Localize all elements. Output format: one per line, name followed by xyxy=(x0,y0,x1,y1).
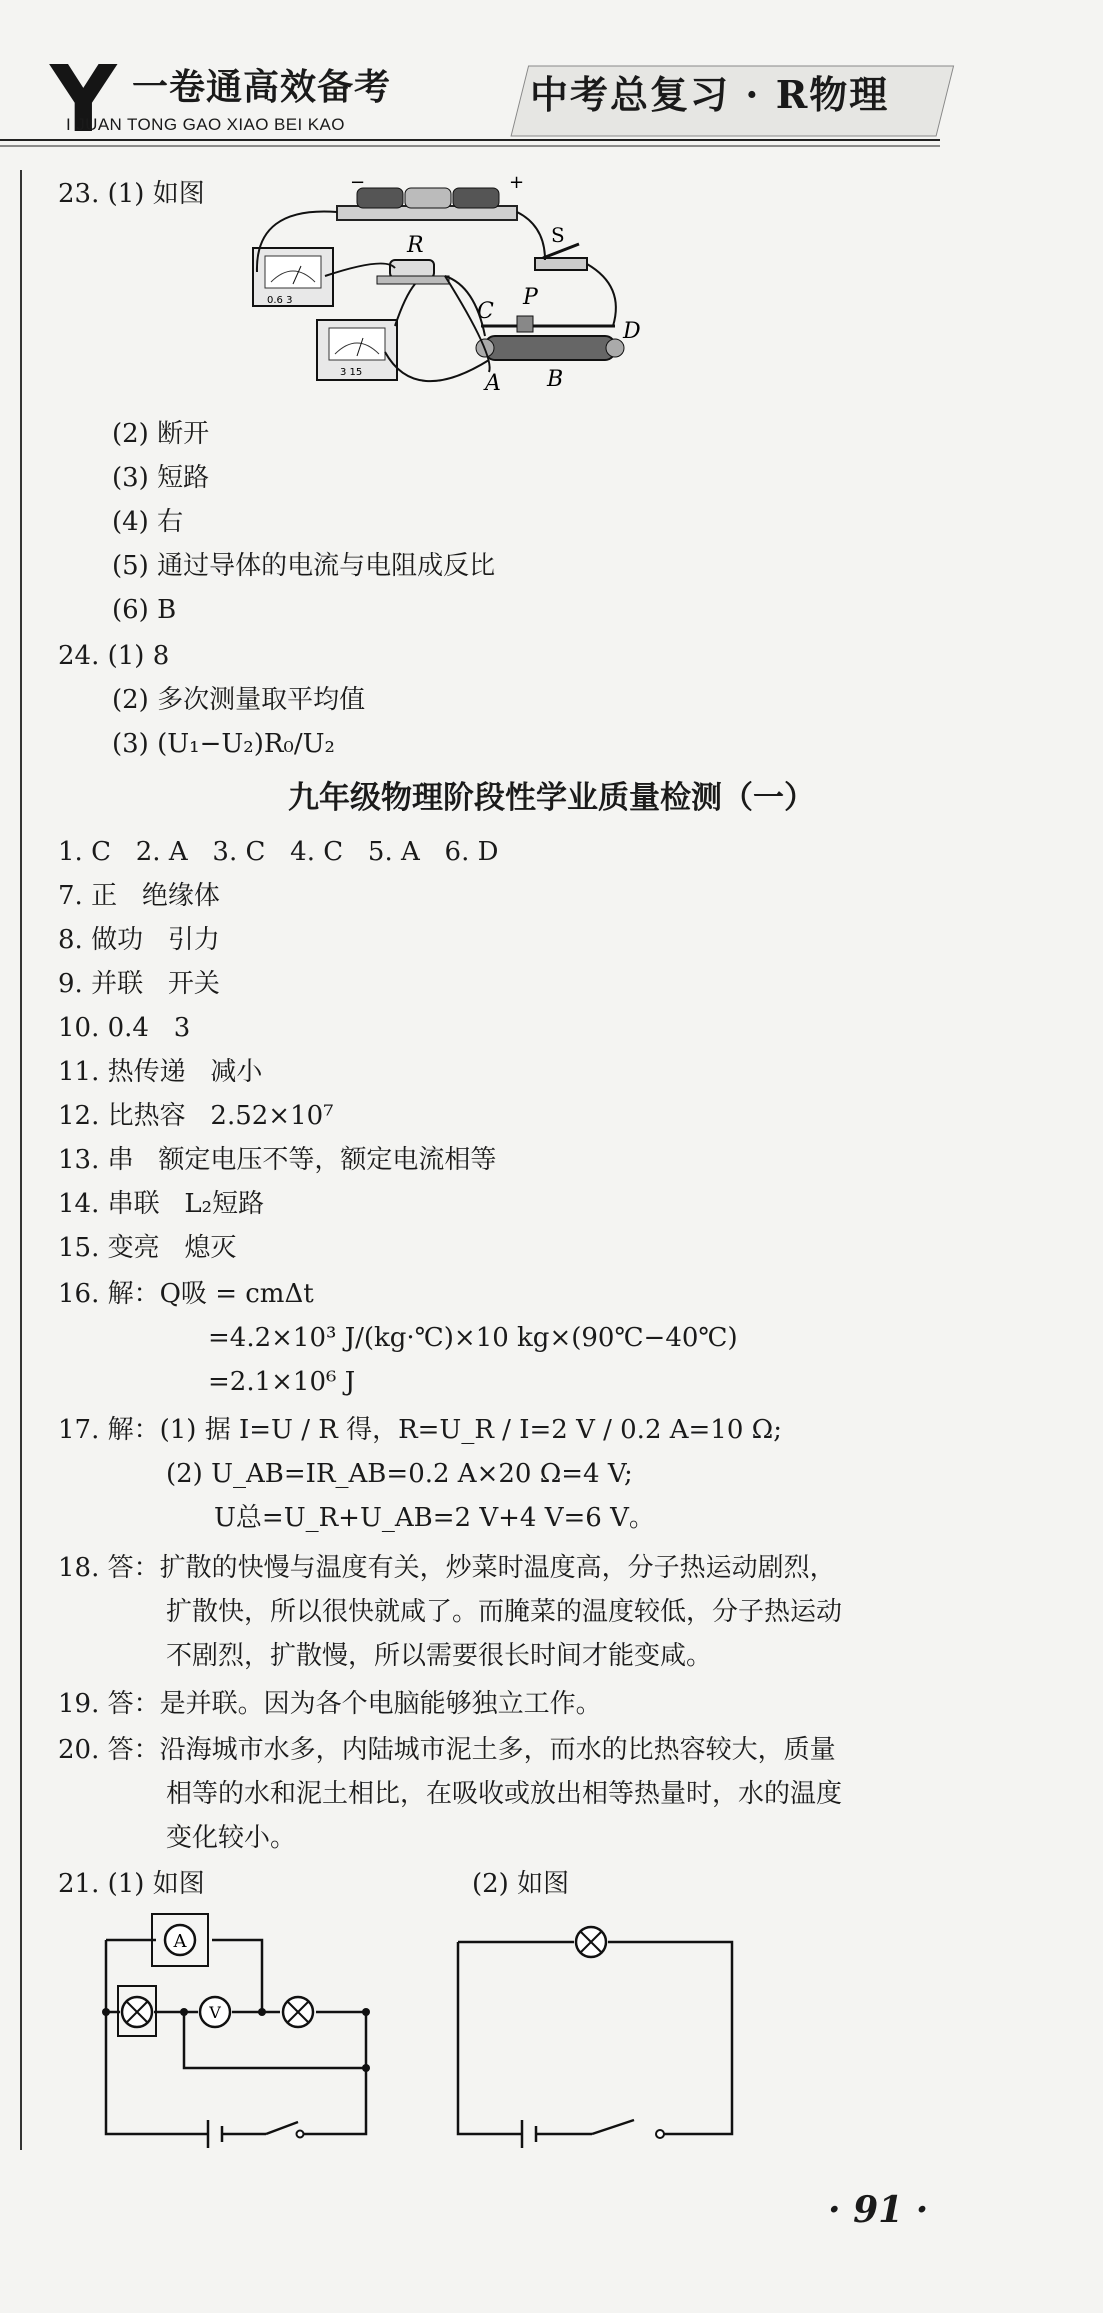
logo-title: 一卷通高效备考 xyxy=(132,67,392,108)
resistor-label: R xyxy=(407,233,424,258)
answer-line: 相等的水和泥土相比，在吸收或放出相等热量时，水的温度 xyxy=(166,1779,843,1809)
answer-line: (5) 通过导体的电流与电阻成反比 xyxy=(112,551,496,581)
battery-minus-label: − xyxy=(350,176,366,193)
battery-plus-label: + xyxy=(509,176,525,193)
answer-line: (2) 如图 xyxy=(472,1869,570,1899)
rheostat-B-label: B xyxy=(547,367,564,392)
answer-line: =2.1×10⁶ J xyxy=(208,1367,356,1397)
experiment-circuit-figure xyxy=(245,176,675,416)
answer-line: 7. 正 绝缘体 xyxy=(58,881,220,911)
answer-line: (3) 短路 xyxy=(112,463,210,493)
answer-line: 9. 并联 开关 xyxy=(58,969,220,999)
answer-line: (3) (U₁−U₂)R₀/U₂ xyxy=(112,729,335,759)
answer-line: =4.2×10³ J/(kg·℃)×10 kg×(90℃−40℃) xyxy=(208,1323,738,1353)
answer-line: (2) U_AB=IR_AB=0.2 A×20 Ω=4 V; xyxy=(166,1459,633,1489)
answer-line: 20. 答：沿海城市水多，内陆城市泥土多，而水的比热容较大，质量 xyxy=(58,1735,836,1765)
answer-line: 18. 答：扩散的快慢与温度有关，炒菜时温度高，分子热运动剧烈， xyxy=(58,1553,836,1583)
answer-line: 不剧烈，扩散慢，所以需要很长时间才能变咸。 xyxy=(166,1641,713,1671)
ammeter-symbol-label: A xyxy=(173,1931,187,1952)
answer-line: (6) B xyxy=(112,595,177,625)
series-title: 中考总复习 · R物理 xyxy=(530,72,890,117)
answer-line: (2) 多次测量取平均值 xyxy=(112,685,366,715)
answer-line: 12. 比热容 2.52×10⁷ xyxy=(58,1101,334,1131)
rheostat-D-label: D xyxy=(623,319,641,344)
answer-line: (2) 断开 xyxy=(112,419,210,449)
circuit-diagram-2 xyxy=(442,1908,762,2148)
answer-line: (4) 右 xyxy=(112,507,184,537)
circuit-diagram-1 xyxy=(90,1908,410,2148)
rheostat-A-label: A xyxy=(485,371,501,396)
answer-line: 1. C 2. A 3. C 4. C 5. A 6. D xyxy=(58,837,499,867)
answer-line: 11. 热传递 减小 xyxy=(58,1057,263,1087)
answer-line: 17. 解：(1) 据 I=U / R 得，R=U_R / I=2 V / 0.2 A=10 Ω; xyxy=(58,1415,782,1445)
answer-line: 19. 答：是并联。因为各个电脑能够独立工作。 xyxy=(58,1689,602,1719)
voltmeter-scale: 3 15 xyxy=(340,367,363,378)
answer-line: 10. 0.4 3 xyxy=(58,1013,191,1043)
answer-line: 23. (1) 如图 xyxy=(58,179,205,209)
answer-line: 24. (1) 8 xyxy=(58,641,170,671)
section-title: 九年级物理阶段性学业质量检测（一） xyxy=(288,780,815,816)
rheostat-C-label: C xyxy=(477,299,494,324)
switch-label: S xyxy=(551,223,565,247)
page-header xyxy=(0,0,1103,153)
answer-line: 14. 串联 L₂短路 xyxy=(58,1189,265,1219)
answer-line: 16. 解：Q吸 = cmΔt xyxy=(58,1279,314,1309)
answer-line: 变化较小。 xyxy=(166,1823,297,1853)
voltmeter-symbol-label: V xyxy=(209,2003,221,2022)
slider-P-label: P xyxy=(523,285,538,310)
answer-line: U总=U_R+U_AB=2 V+4 V=6 V。 xyxy=(214,1503,655,1533)
logo-subtitle: I JUAN TONG GAO XIAO BEI KAO xyxy=(66,115,345,134)
ammeter-scale: 0.6 3 xyxy=(267,295,293,306)
answer-line: 21. (1) 如图 xyxy=(58,1869,205,1899)
page-number: · 91 · xyxy=(828,2189,929,2231)
logo-letter: Y xyxy=(50,46,117,153)
answer-line: 15. 变亮 熄灭 xyxy=(58,1233,237,1263)
answer-line: 扩散快，所以很快就咸了。而腌菜的温度较低，分子热运动 xyxy=(166,1597,843,1627)
margin-rule xyxy=(20,170,22,2150)
answer-line: 8. 做功 引力 xyxy=(58,925,220,955)
answer-line: 13. 串 额定电压不等，额定电流相等 xyxy=(58,1145,497,1175)
